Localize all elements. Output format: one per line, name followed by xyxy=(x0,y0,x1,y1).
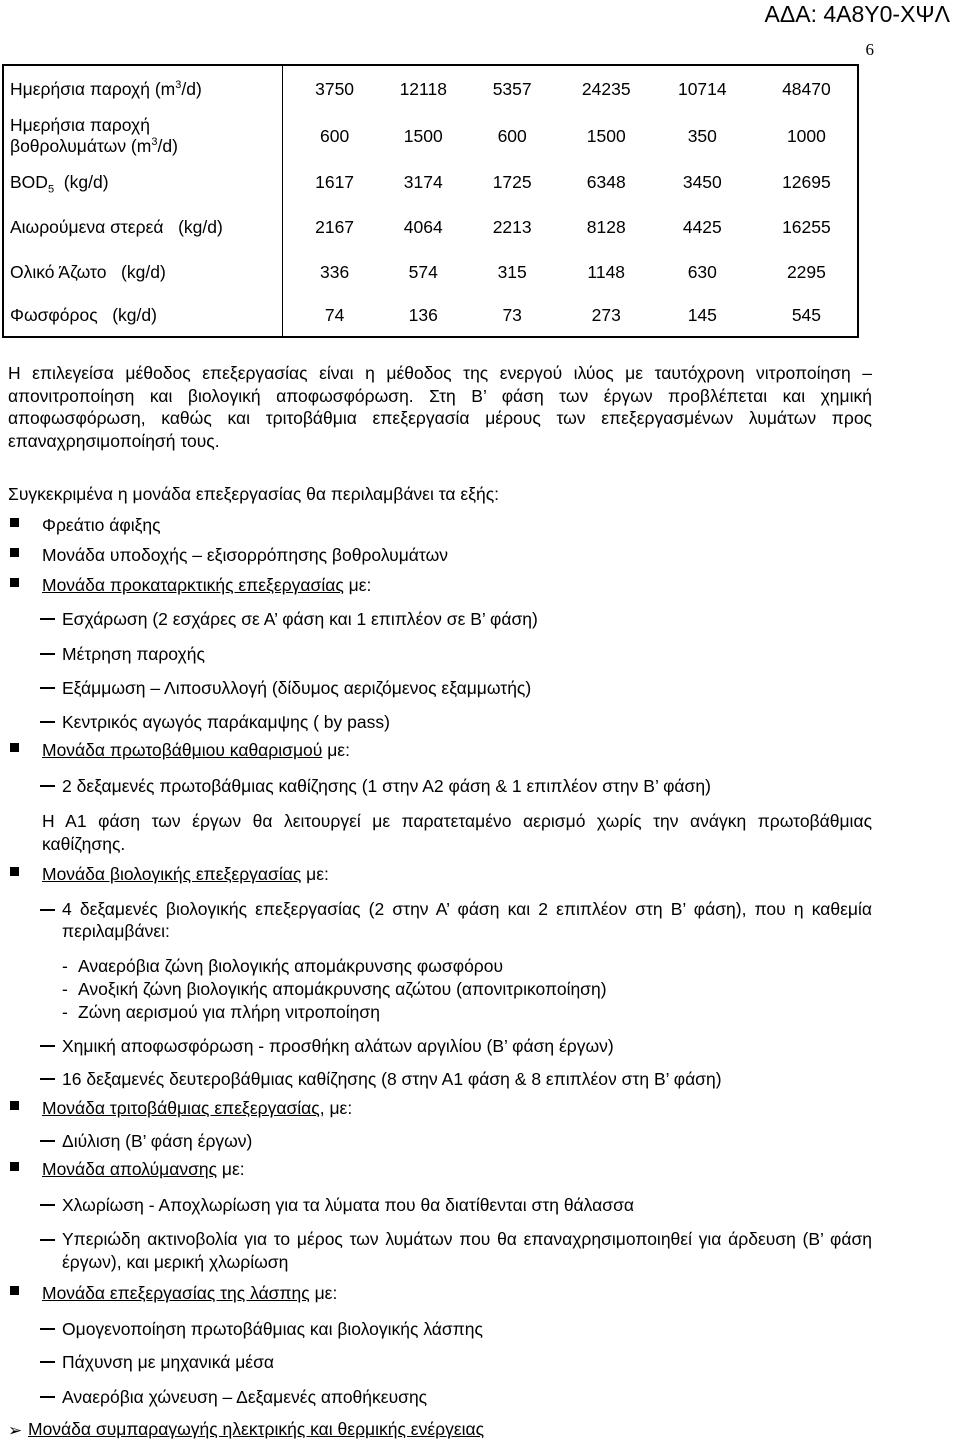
table-cell: 1500 xyxy=(586,125,626,146)
dash-bullet-icon xyxy=(40,1204,55,1206)
table-cell: 1148 xyxy=(587,261,626,282)
row-label: Ημερήσια παροχή $(m^3/d)$ xyxy=(3,65,283,113)
row-label: $BOD_5$ (kg/d) xyxy=(3,159,283,205)
table-cell: 74 xyxy=(324,305,345,325)
arrow-bullet-icon: ➢ xyxy=(8,1421,23,1440)
table-cell: 145 xyxy=(687,305,717,325)
table-cell: 1725 xyxy=(492,171,532,192)
table-cell: 73 xyxy=(502,305,522,325)
dash-bullet-icon xyxy=(40,721,55,723)
page-number: 6 xyxy=(865,40,874,59)
table-cell: 350 xyxy=(687,125,717,146)
table-cell: 2167 xyxy=(315,216,355,237)
table-cell: 3750 xyxy=(315,79,355,99)
table-cell: 574 xyxy=(408,261,438,282)
table-cell: 273 xyxy=(591,305,621,325)
table-cell: 3450 xyxy=(682,171,722,192)
square-bullet-icon xyxy=(10,743,19,752)
square-bullet-icon xyxy=(10,867,19,876)
table-cell: 1500 xyxy=(403,125,443,146)
paragraph-text: Η επιλεγείσα μέθοδος επεξεργασίας είναι η μέθοδος της ενεργού ιλύος με ταυτόχρονη νιτροποίηση – απονιτροποίηση και βιολογική αποφωσφόρωση. Στη Β’ φάση των έργων προβλέπεται και χημική αποφωσφόρωση, καθώς και τριτοβάθμια επεξεργασία μέρους των επεξεργασμένων λυμάτων προς επαναχρησιμοποίησή τους. xyxy=(8,363,872,451)
dash-bullet-icon xyxy=(40,1140,55,1142)
table-cell: 48470 xyxy=(782,79,831,99)
dash-bullet-icon xyxy=(40,1328,55,1330)
table-cell: 12118 xyxy=(399,79,447,99)
dash-bullet-icon xyxy=(40,785,55,787)
dash-bullet-icon xyxy=(40,1045,55,1047)
table-cell: 1000 xyxy=(786,125,826,146)
table-cell: 315 xyxy=(497,261,527,282)
table-cell: 600 xyxy=(319,125,350,146)
square-bullet-icon xyxy=(10,518,19,527)
table-cell: 4425 xyxy=(682,216,722,237)
table-cell: 3174 xyxy=(403,171,443,192)
table-cell: 12695 xyxy=(782,171,831,192)
dash-bullet-icon xyxy=(40,909,55,911)
table-cell: 6348 xyxy=(586,171,626,192)
table-cell: 136 xyxy=(408,305,438,325)
table-cell: 600 xyxy=(497,125,527,146)
dash-bullet-icon xyxy=(40,618,55,620)
square-bullet-icon xyxy=(10,1286,19,1295)
table-cell: 4064 xyxy=(403,216,443,237)
square-bullet-icon xyxy=(10,1162,19,1171)
list-intro: Συγκεκριμένα η μονάδα επεξεργασίας θα περιλαμβάνει τα εξής: xyxy=(8,484,500,504)
table-cell: 545 xyxy=(791,305,822,325)
table-cell: 2295 xyxy=(786,261,826,282)
table-cell: 10714 xyxy=(677,79,727,99)
square-bullet-icon xyxy=(10,1101,19,1110)
table-cell: 630 xyxy=(687,261,717,282)
square-bullet-icon xyxy=(10,578,19,587)
table-cell: 5357 xyxy=(492,79,532,99)
table-cell: 1617 xyxy=(315,171,355,192)
unit-list: Συγκεκριμένα η μονάδα επεξεργασίας θα περιλαμβάνει τα εξής: Φρεάτιο άφιξης Μονάδα υποδοχής – εξισορρόπησης βοθρολυμάτων Μονάδα προκαταρκτικής επεξεργασίας με: Εσχάρωση (2 εσχάρες σε Α’ φάση και 1 επιπλέον σε Β’ φάση) Μέτρηση παροχής Εξάμμωση – Λιποσυλλογή (δίδυμος αεριζόμενος εξαμμωτής) Κεντρικός αγωγός παράκαμψης ( by pass) Μονάδα πρωτοβάθμιου καθαρισμού με: 2 δεξαμενές πρωτοβάθμιας καθίζησης (1 στην Α2 φάση & 1 επιπλέον στην Β’ φάση) Η Α1 φάση των έργων θα λειτουργεί με παρατεταμένο αερισμό χωρίς την ανάγκη πρωτοβάθμιας καθίζησης. Μονάδα βιολογικής επεξεργασίας με: 4 δεξαμενές βιολογικής επεξεργασίας (2 στην Α’ φάση και 2 επιπλέον στη Β’ φάση), που η καθεμία περιλαμβάνει: - Αναερόβια ζώνη βιολογικής απομάκρυνσης φωσφόρου - Ανοξική ζώνη βιολογικής απομάκρυνσης αζώτου (απονιτρικοποίηση) - Ζώνη αερισμού για πλήρη νιτροποίηση Χημική αποφωσφόρωση - προσθήκη αλάτων αργιλίου (Β’ φάση έργων) 16 δεξαμενές δευτεροβάθμιας καθίζησης (8 στην Α1 φάση & 8 επιπλέον στη Β’ φάση) Μονάδα τριτοβάθμιας επεξεργασίας, με: Διύλιση (Β’ φάση έργων) Μονάδα απολύμανσης με: Χλωρίωση - Αποχλωρίωση για τα λύματα που θα διατίθενται στη θάλασσα Υπεριώδη ακτινοβολία για το μέρος των λυμάτων που θα επαναχρησιμοποιηθεί για άρδευση (Β’ φάση έργων), και μερική χλωρίωση Μονάδα επεξεργασίας της λάσπης με: Ομογενοποίηση πρωτοβάθμιας και βιολογικής λάσπης Πάχυνση με μηχανικά μέσα Αναερόβια χώνευση – Δεξαμενές αποθήκευσης ➢ Μονάδα συμπαραγωγής ηλεκτρικής και θερμικής ενέργειας xyxy=(8,0,872,1444)
dash-bullet-icon xyxy=(40,1361,55,1363)
table-cell: 336 xyxy=(319,261,350,282)
row-label: Ολικό Άζωτο (kg/d) xyxy=(3,249,283,295)
row-label: Αιωρούμενα στερεά (kg/d) xyxy=(3,205,283,249)
square-bullet-icon xyxy=(10,548,19,557)
document-code: ΑΔΑ: 4Α8Υ0-ΧΨΛ xyxy=(764,1,950,27)
row-label: Ημερήσια παροχή βοθρολυμάτων $(m^3/d)$ xyxy=(3,113,283,159)
table-cell: 8128 xyxy=(586,216,626,237)
dash-bullet-icon xyxy=(40,1239,55,1241)
dash-bullet-icon xyxy=(40,1396,55,1398)
table-cell: 2213 xyxy=(492,216,532,237)
dash-bullet-icon xyxy=(40,653,55,655)
table-cell: 16255 xyxy=(782,216,831,237)
dash-bullet-icon xyxy=(40,687,55,689)
dash-bullet-icon xyxy=(40,1078,55,1080)
row-label: Φωσφόρος (kg/d) xyxy=(3,295,283,337)
table-cell: 24235 xyxy=(581,79,631,99)
